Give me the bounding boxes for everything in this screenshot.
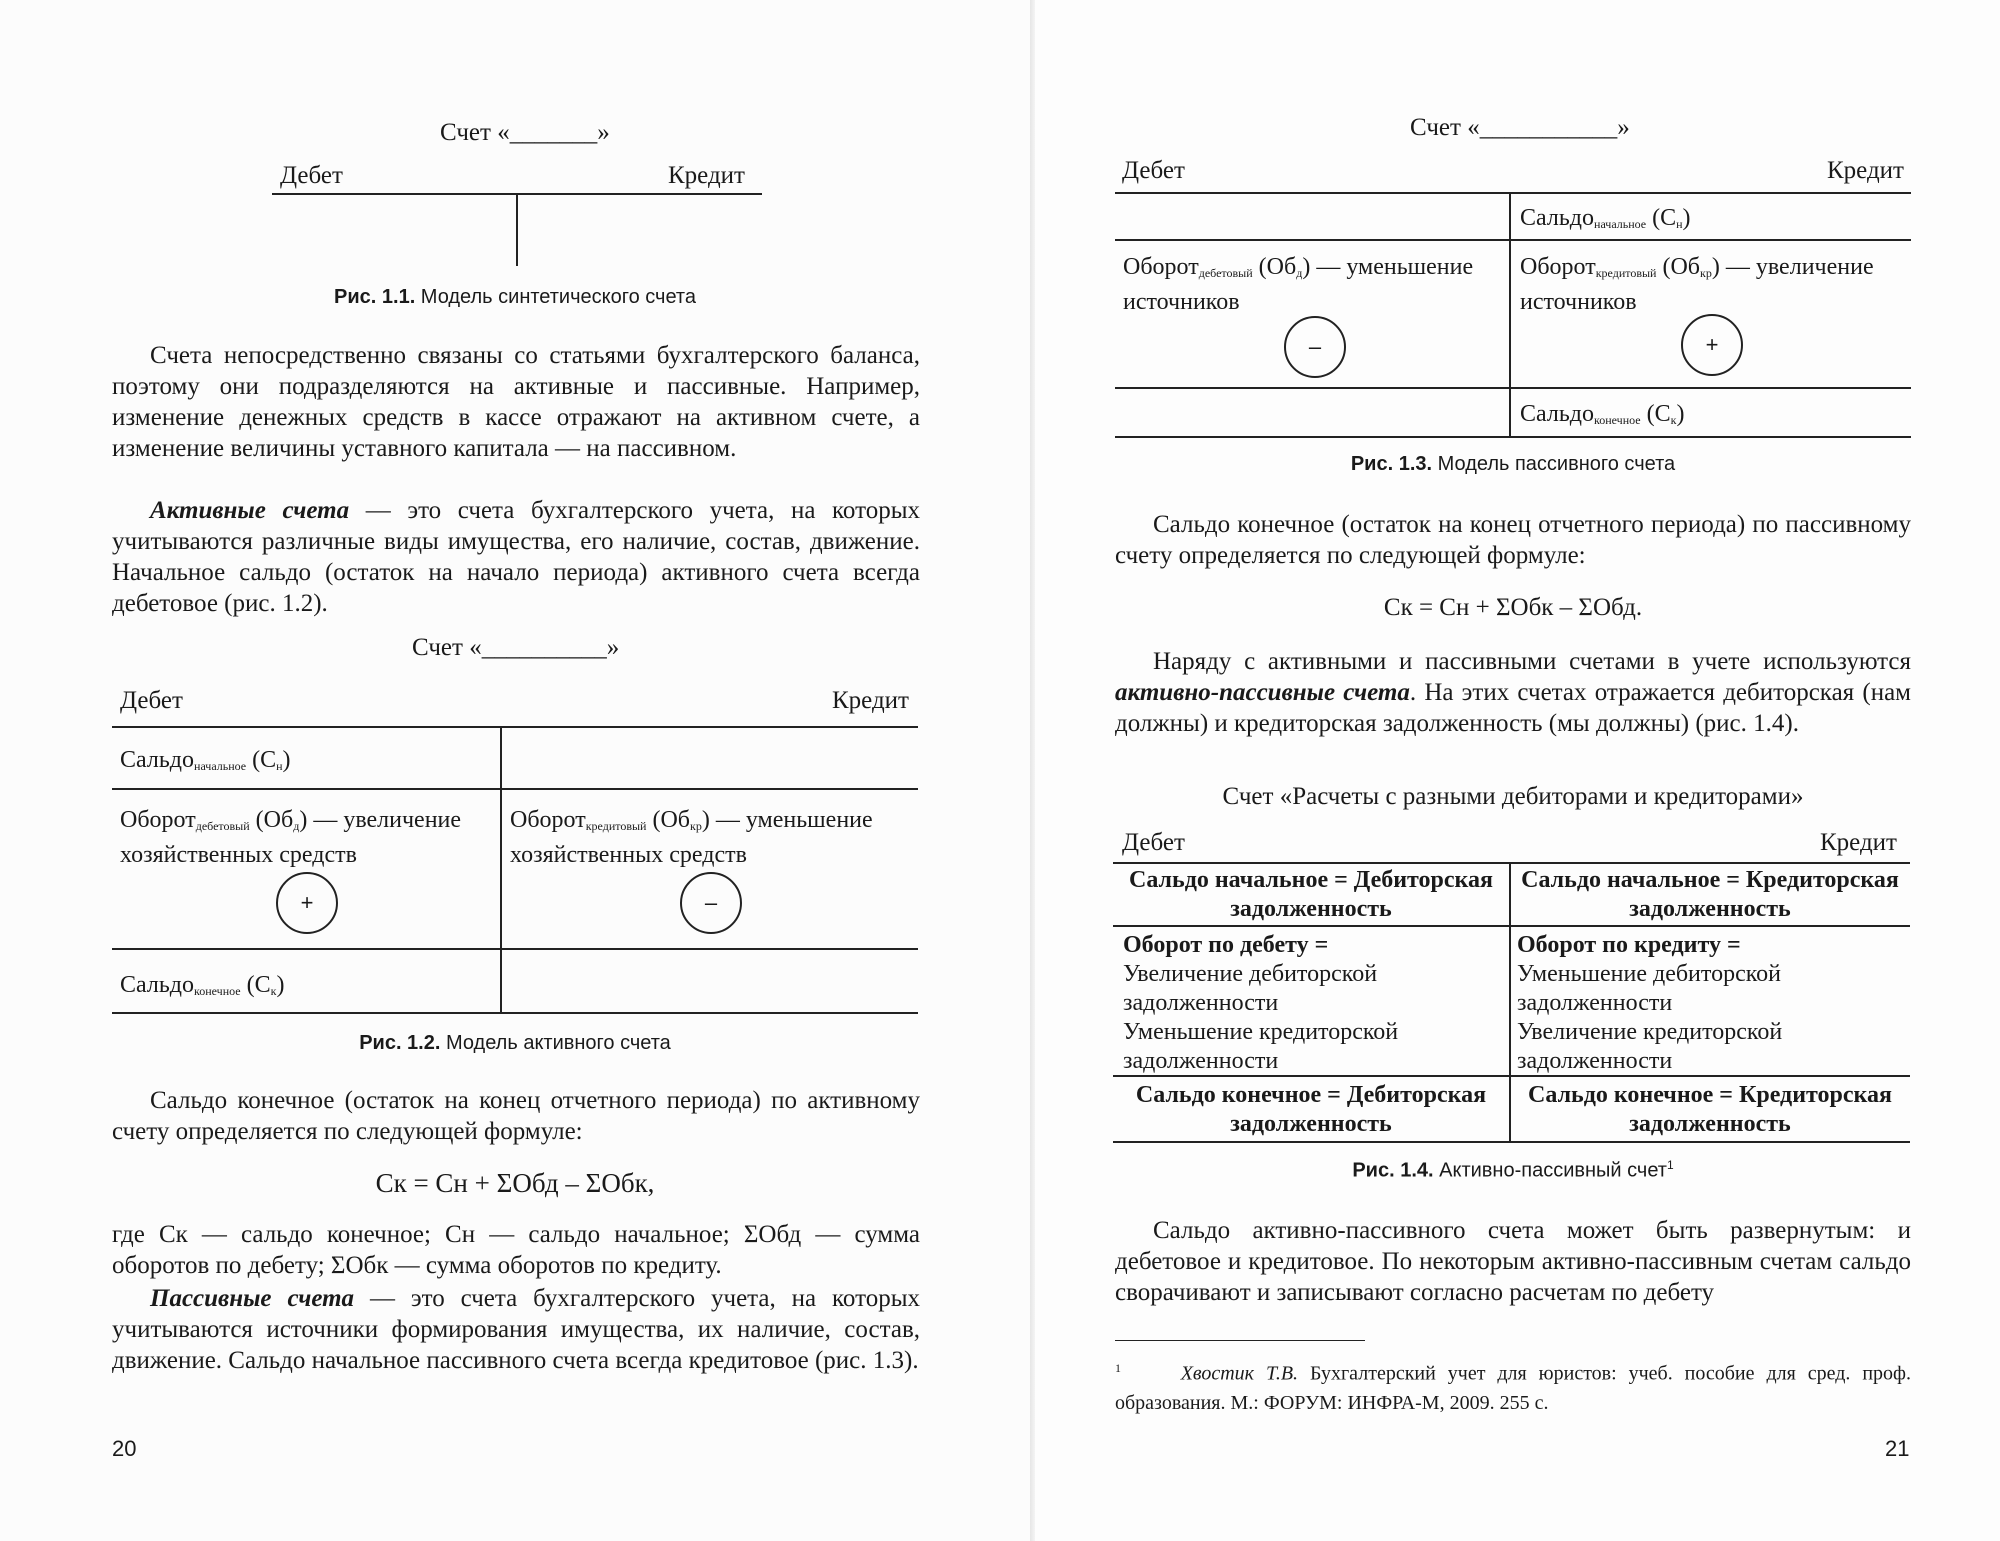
footnote-separator xyxy=(1115,1340,1365,1341)
footnote: $^1$ Хвостик Т.В. Бухгалтерский учет для юристов: учеб. пособие для сред. проф. образования. М.: ФОРУМ: ИНФРА-М, 2009. 255 с. xyxy=(1115,1361,1912,1414)
fig2-turnover-debit: Оборот$_{дебетовый}$ $(Об_д)$ — увеличение хозяйственных средств xyxy=(120,807,462,868)
left-paragraph-3: Сальдо конечное (остаток на конец отчетного периода) по активному счету определяется по следующей формуле: xyxy=(112,1087,920,1145)
fig3-line-3 xyxy=(1115,387,1911,389)
right-paragraph-2: Наряду с активными и пассивными счетами в учете используются активно-пассивные счета. На этих счетах отражается дебиторская (нам должны) и кредиторская задолженность (мы должны) (рис. 1.4). xyxy=(1115,648,1911,737)
fig4-line-2 xyxy=(1113,925,1910,927)
fig4-r3-right: Сальдо конечное = Кредиторская задолженность xyxy=(1528,1082,1892,1137)
plus-icon: + xyxy=(1681,314,1743,376)
fig3-caption: Рис. 1.3. Модель пассивного счета xyxy=(1350,453,1676,475)
fig4-r2-left: Оборот по дебету = Увеличение дебиторской задолженности Уменьшение кредиторской задолженности xyxy=(1123,932,1399,1074)
fig3-center-line xyxy=(1509,193,1511,437)
fig4-credit-label: Кредит xyxy=(1820,829,1897,856)
fig1-debit-label: Дебет xyxy=(280,162,343,189)
fig3-title: Счет «___________» xyxy=(1410,114,1630,141)
fig4-r3-left: Сальдо конечное = Дебиторская задолженность xyxy=(1135,1082,1487,1137)
fig2-debit-label: Дебет xyxy=(120,687,183,714)
fig1-credit-label: Кредит xyxy=(668,162,745,189)
fig2-line-bottom xyxy=(112,1012,918,1014)
fig3-line-2 xyxy=(1115,239,1911,241)
fig4-r1-left: Сальдо начальное = Дебиторская задолженность xyxy=(1129,867,1493,922)
fig4-line-top xyxy=(1113,862,1910,864)
fig2-center-line xyxy=(500,727,502,1013)
fig4-center-line xyxy=(1509,863,1511,1142)
fig2-saldo-start: Сальдо$_{начальное}$ $(С_н)$ xyxy=(120,747,291,773)
fig3-line-bottom xyxy=(1115,436,1911,438)
fig3-saldo-end: Сальдо$_{конечное}$ $(С_к)$ xyxy=(1520,401,1685,427)
fig3-turnover-debit: Оборот$_{дебетовый}$ $(Об_д)$ — уменьшение источников xyxy=(1123,254,1474,315)
fig4-r2-right: Оборот по кредиту = Уменьшение дебиторской задолженности Увеличение кредиторской задолженности xyxy=(1517,932,1783,1074)
fig3-turnover-credit: Оборот$_{кредитовый}$ $(Об_{кр})$ — увеличение источников xyxy=(1520,254,1874,315)
fig2-caption: Рис. 1.2. Модель активного счета xyxy=(359,1032,671,1054)
left-formula: Cк = Cн + ΣОбд – ΣОбк, xyxy=(375,1168,655,1198)
fig3-debit-label: Дебет xyxy=(1122,157,1185,184)
fig2-saldo-end: Сальдо$_{конечное}$ $(С_к)$ xyxy=(120,972,285,998)
left-paragraph-2: Активные счета — это счета бухгалтерского учета, на которых учитываются различные виды имущества, его наличие, состав, движение. Начальное сальдо (остаток на начало периода) активного счета всегда дебетовое (рис. 1.2). xyxy=(112,497,920,617)
fig4-line-bottom xyxy=(1113,1141,1910,1143)
plus-icon: + xyxy=(276,872,338,934)
fig3-credit-label: Кредит xyxy=(1827,157,1904,184)
fig2-line-2 xyxy=(112,788,918,790)
fig1-title: Счет «_______» xyxy=(440,119,610,146)
fig4-r1-right: Сальдо начальное = Кредиторская задолженность xyxy=(1521,867,1899,922)
fig4-title: Счет «Расчеты с разными дебиторами и кредиторами» xyxy=(1222,783,1804,810)
right-paragraph-1: Сальдо конечное (остаток на конец отчетного периода) по пассивному счету определяется по следующей формуле: xyxy=(1115,511,1911,569)
right-formula: Cк = Cн + ΣОбк – ΣОбд. xyxy=(1383,594,1643,621)
minus-icon: – xyxy=(1284,316,1346,378)
right-paragraph-3: Сальдо активно-пассивного счета может быть развернутым: и дебетовое и кредитовое. По некоторым активно-пассивным счетам сальдо сворачивают и записывают согласно расчетам по дебету xyxy=(1115,1217,1911,1306)
fig3-line-top xyxy=(1115,192,1911,194)
fig2-turnover-credit: Оборот$_{кредитовый}$ $(Об_{кр})$ — уменьшение хозяйственных средств xyxy=(510,807,873,868)
minus-icon: – xyxy=(680,872,742,934)
fig1-center-line xyxy=(516,194,518,266)
fig4-caption: Рис. 1.4. Активно-пассивный счет$^1$ xyxy=(1352,1158,1674,1182)
fig2-title: Счет «__________» xyxy=(412,634,620,661)
left-paragraph-5: Пассивные счета — это счета бухгалтерского учета, на которых учитываются источники формирования имущества, их наличие, состав, движение. Сальдо начальное пассивного счета всегда кредитовое (рис. 1.3). xyxy=(112,1285,920,1374)
fig2-credit-label: Кредит xyxy=(832,687,909,714)
page-number-right: 21 xyxy=(1885,1436,1910,1461)
right-page xyxy=(1035,0,2000,1541)
left-paragraph-1: Счета непосредственно связаны со статьями бухгалтерского баланса, поэтому они подразделяются на активные и пассивные. Например, изменение денежных средств в кассе отражают на активном счете, а изменение величины уставного капитала — на пассивном. xyxy=(112,342,920,462)
page-number-left: 20 xyxy=(112,1436,137,1461)
fig2-line-3 xyxy=(112,948,918,950)
fig4-debit-label: Дебет xyxy=(1122,829,1185,856)
fig1-caption: Рис. 1.1. Модель синтетического счета xyxy=(334,286,696,308)
left-paragraph-4: где Cк — сальдо конечное; Cн — сальдо начальное; ΣОбд — сумма оборотов по дебету; ΣОбк — сумма оборотов по кредиту. xyxy=(112,1221,920,1279)
fig2-line-top xyxy=(112,726,918,728)
fig3-saldo-start: Сальдо$_{начальное}$ $(С_н)$ xyxy=(1520,205,1691,231)
